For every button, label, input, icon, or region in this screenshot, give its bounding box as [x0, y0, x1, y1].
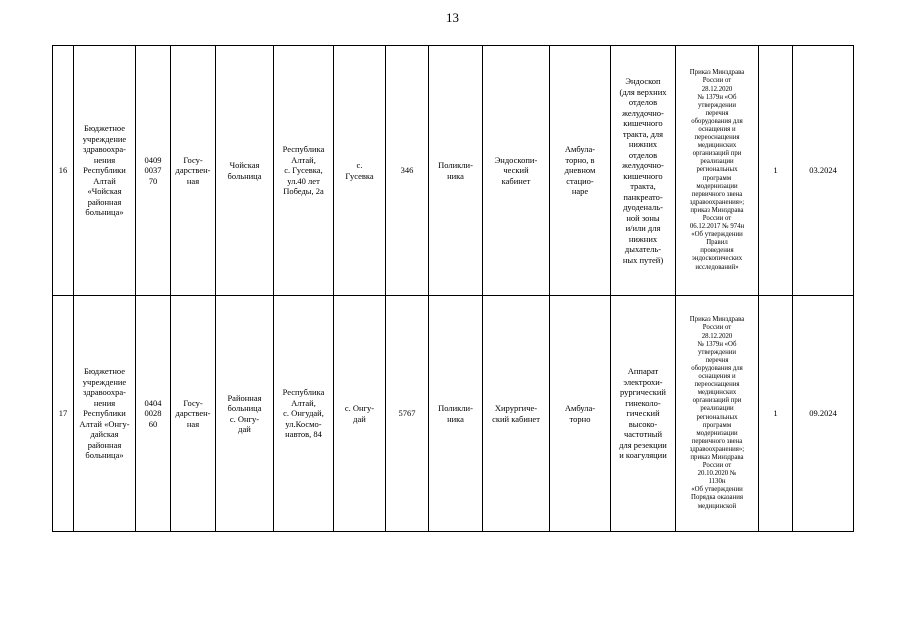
facility-cell: Районная больница с. Онгу- дай — [216, 296, 274, 532]
population-cell: 346 — [386, 46, 429, 296]
quantity-cell: 1 — [759, 296, 793, 532]
care-type-cell: Амбула- торно, в дневном стацио- наре — [550, 46, 611, 296]
address-cell: Республика Алтай, с. Онгудай, ул.Космо- навтов, 84 — [274, 296, 334, 532]
unit-cell: Поликли- ника — [429, 46, 483, 296]
legal-basis-cell: Приказ Минздрава России от 28.12.2020 № 1379н «Об утверждении перечня оборудования для оснащения и переоснащения медицинских организаций при реализации региональных программ модернизации первичного звена здравоохранения»; приказ Минздрава России от 06.12.2017 № 974н «Об утверждении Правил проведения эндоскопических исследований» — [676, 46, 759, 296]
quantity-cell: 1 — [759, 46, 793, 296]
settlement-cell: с. Онгу- дай — [334, 296, 386, 532]
ownership-cell: Госу- дарствен- ная — [171, 296, 216, 532]
room-cell: Эндоскопи- ческий кабинет — [483, 46, 550, 296]
address-cell: Республика Алтай, с. Гусевка, ул.40 лет Победы, 2а — [274, 46, 334, 296]
row-number-cell: 16 — [53, 46, 74, 296]
population-cell: 5767 — [386, 296, 429, 532]
code-cell: 0404 0028 60 — [136, 296, 171, 532]
unit-cell: Поликли- ника — [429, 296, 483, 532]
ownership-cell: Госу- дарствен- ная — [171, 46, 216, 296]
row-number-cell: 17 — [53, 296, 74, 532]
care-type-cell: Амбула- торно — [550, 296, 611, 532]
settlement-cell: с. Гусевка — [334, 46, 386, 296]
legal-basis-cell: Приказ Минздрава России от 28.12.2020 № 1379н «Об утверждении перечня оборудования для оснащения и переоснащения медицинских организаций при реализации региональных программ модернизации первичного звена здравоохранения»; приказ Минздрава России от 20.10.2020 № 1130н «Об утверждении Порядка оказания медицинской — [676, 296, 759, 532]
room-cell: Хирургиче- ский кабинет — [483, 296, 550, 532]
equipment-cell: Эндоскоп (для верхних отделов желудочно- кишечного тракта, для нижних отделов желудочно- кишечного тракта, панкреато- дуоденаль- ной зоны и/или для нижних дыхатель- ных путей) — [611, 46, 676, 296]
page-number: 13 — [446, 10, 459, 25]
table-row — [53, 296, 854, 532]
code-cell: 0409 0037 70 — [136, 46, 171, 296]
equipment-table — [52, 45, 854, 532]
equipment-cell: Аппарат электрохи- рургический гинеколо- гический высоко- частотный для резекции и коагуляции — [611, 296, 676, 532]
date-cell: 09.2024 — [793, 296, 854, 532]
table-row — [53, 46, 854, 296]
date-cell: 03.2024 — [793, 46, 854, 296]
facility-cell: Чойская больница — [216, 46, 274, 296]
organization-cell: Бюджетное учреждение здравоохра- нения Республики Алтай «Чойская районная больница» — [74, 46, 136, 296]
organization-cell: Бюджетное учреждение здравоохра- нения Республики Алтай «Онгу- дайская районная больница» — [74, 296, 136, 532]
